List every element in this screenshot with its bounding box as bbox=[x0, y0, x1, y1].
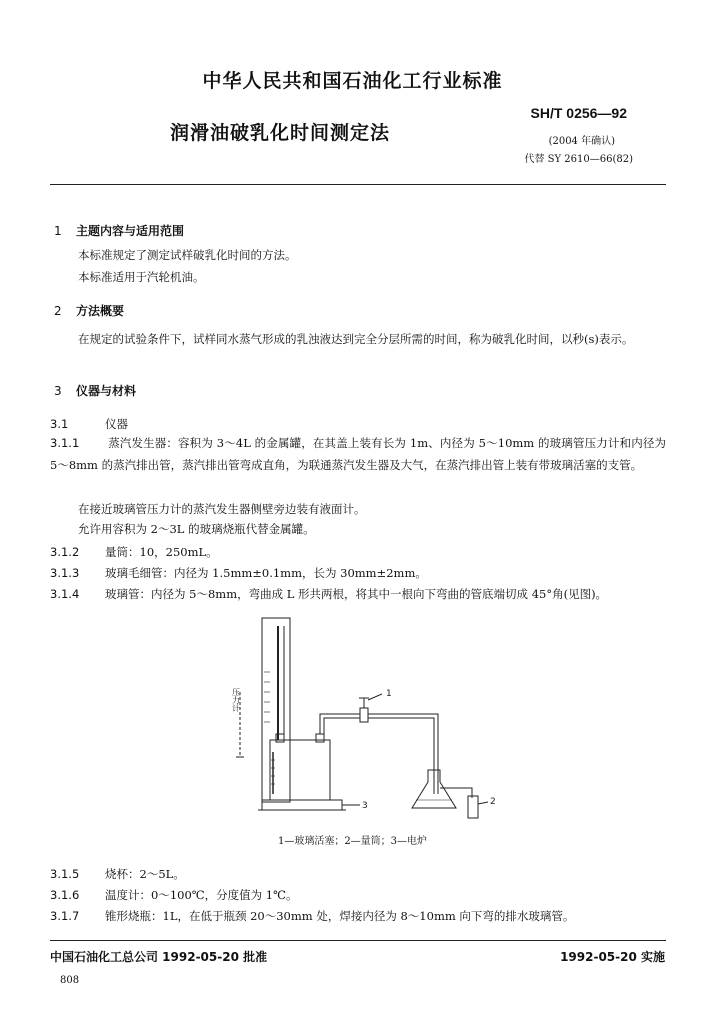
section-1-heading bbox=[54, 222, 184, 239]
clause-3-1-3 bbox=[50, 565, 427, 581]
clause-number: 3.1.2 bbox=[50, 545, 80, 559]
section-1-paragraph-1: 本标准规定了测定试样破乳化时间的方法。 bbox=[78, 248, 297, 262]
clause-number: 3.1.1 bbox=[50, 436, 80, 450]
figure-label-3: 3 bbox=[362, 801, 368, 811]
section-2-heading bbox=[54, 302, 124, 319]
clause-number: 3.1.5 bbox=[50, 867, 80, 881]
clause-number: 3.1 bbox=[50, 417, 69, 431]
section-number: 3 bbox=[54, 384, 62, 398]
figure-caption: 1—玻璃活塞；2—量筒；3—电炉 bbox=[277, 836, 428, 847]
clause-number: 3.1.6 bbox=[50, 888, 80, 902]
section-2-paragraph: 在规定的试验条件下，试样同水蒸气形成的乳浊液达到完全分层所需的时间，称为破乳化时间，以秒(s)表示。 bbox=[78, 332, 634, 346]
clause-3-1-4 bbox=[50, 586, 607, 602]
clause-3-1-7 bbox=[50, 908, 574, 924]
clause-3-1 bbox=[50, 416, 128, 432]
steam-generator bbox=[270, 740, 330, 800]
clause-text: 量筒：10，250mL。 bbox=[105, 545, 218, 559]
document-title: 润滑油破乳化时间测定法 bbox=[169, 122, 390, 144]
approval-note: 中国石油化工总公司 1992-05-20 批准 bbox=[50, 950, 268, 964]
replaces-note: 代替 SY 2610—66(82) bbox=[524, 154, 633, 165]
industry-standard-title: 中华人民共和国石油化工行业标准 bbox=[202, 70, 503, 92]
clause-3-1-2 bbox=[50, 544, 218, 560]
section-number: 2 bbox=[54, 304, 62, 318]
section-title: 主题内容与适用范围 bbox=[76, 224, 185, 238]
section-3-heading bbox=[54, 382, 136, 399]
section-title: 仪器与材料 bbox=[76, 384, 137, 398]
clause-text: 仪器 bbox=[105, 417, 128, 431]
figure-label-1: 1 bbox=[386, 689, 392, 699]
clause-text: 锥形烧瓶：1L，在低于瓶颈 20～30mm 处，焊接内径为 8～10mm 向下弯的排水玻璃管。 bbox=[105, 909, 575, 923]
confirmation-note: (2004 年确认) bbox=[548, 136, 615, 147]
standard-code: SH/T 0256—92 bbox=[530, 105, 627, 121]
clause-3-1-1-paragraph-2: 在接近玻璃管压力计的蒸汽发生器侧壁旁边装有液面计。 bbox=[78, 502, 366, 516]
section-number: 1 bbox=[54, 224, 62, 238]
clause-text: 蒸汽发生器：容积为 3～4L 的金属罐，在其盖上装有长为 1m、内径为 5～10mm 的玻璃管压力计和内径为 5～8mm 的蒸汽排出管，蒸汽排出管弯成直角，为联通蒸汽发生器及大气，在蒸汽排出管上装有带玻璃活塞的支管。 bbox=[50, 436, 666, 472]
page-number: 808 bbox=[60, 975, 80, 986]
section-title: 方法概要 bbox=[76, 304, 125, 318]
pressure-gauge-board bbox=[262, 618, 290, 802]
clause-3-1-5 bbox=[50, 866, 185, 882]
clause-text: 玻璃管：内径为 5～8mm，弯曲成 L 形共两根，将其中一根向下弯曲的管底端切成 45°角(见图)。 bbox=[105, 587, 608, 601]
clause-3-1-6 bbox=[50, 887, 297, 903]
figure-vertical-label: 压力计 bbox=[231, 688, 241, 712]
clause-3-1-1 bbox=[50, 432, 666, 476]
clause-3-1-1-paragraph-3: 允许用容积为 2～3L 的玻璃烧瓶代替金属罐。 bbox=[78, 522, 315, 536]
measuring-cylinder bbox=[468, 796, 478, 818]
apparatus-figure bbox=[200, 612, 520, 827]
footer-rule bbox=[50, 940, 666, 941]
clause-number: 3.1.3 bbox=[50, 566, 80, 580]
header-rule bbox=[50, 184, 666, 185]
figure-label-2: 2 bbox=[490, 797, 496, 807]
clause-number: 3.1.7 bbox=[50, 909, 80, 923]
clause-text: 温度计：0～100℃，分度值为 1℃。 bbox=[105, 888, 298, 902]
implementation-note: 1992-05-20 实施 bbox=[560, 950, 665, 964]
clause-number: 3.1.4 bbox=[50, 587, 80, 601]
section-1-paragraph-2: 本标准适用于汽轮机油。 bbox=[78, 270, 205, 284]
clause-text: 玻璃毛细管：内径为 1.5mm±0.1mm，长为 30mm±2mm。 bbox=[105, 566, 427, 580]
clause-text: 烧杯：2～5L。 bbox=[105, 867, 185, 881]
